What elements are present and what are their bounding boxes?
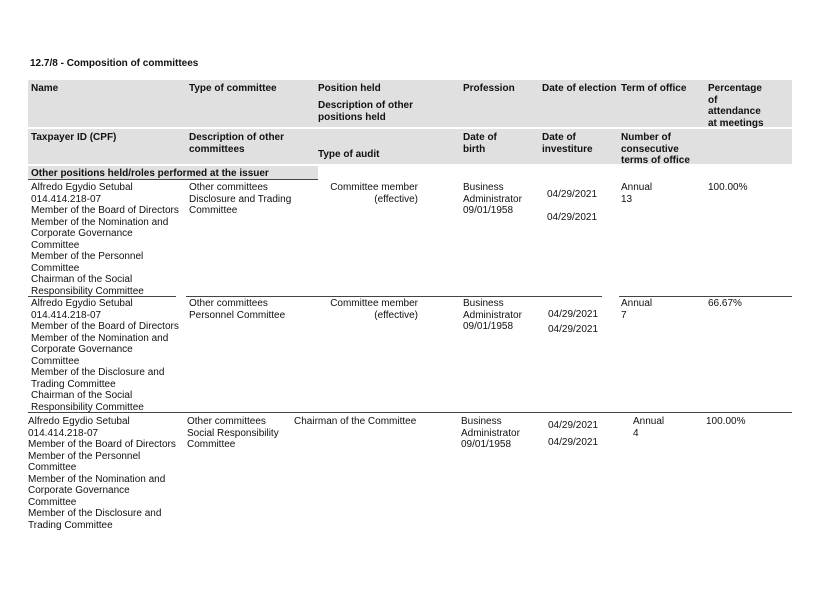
position-line: Committee member bbox=[330, 298, 418, 309]
attendance-value: 100.00% bbox=[708, 182, 748, 193]
committee-type-line: Disclosure and Trading bbox=[189, 193, 292, 205]
member-name: Alfredo Egydio Setubal bbox=[28, 416, 130, 427]
member-cpf: 014.414.218-07 bbox=[28, 427, 99, 439]
member-name: Alfredo Egydio Setubal bbox=[31, 182, 133, 193]
position-cell bbox=[318, 298, 418, 321]
role-line: Chairman of the Social bbox=[31, 274, 133, 285]
header-date-of-birth-line: Date of bbox=[463, 132, 497, 143]
position-line: Committee member bbox=[330, 182, 418, 193]
position-line: Chairman of the Committee bbox=[294, 416, 417, 427]
member-cpf: 014.414.218-07 bbox=[31, 193, 102, 205]
role-line: Committee bbox=[31, 355, 80, 367]
committee-type-line: Committee bbox=[187, 439, 236, 450]
role-line: Member of the Nomination and bbox=[31, 216, 169, 228]
header-description-other-positions: Description of other positions held bbox=[318, 100, 414, 123]
role-line: Trading Committee bbox=[31, 378, 116, 390]
page-title: 12.7/8 - Composition of committees bbox=[30, 58, 199, 69]
header-number-consecutive-terms bbox=[621, 132, 690, 167]
position-line: (effective) bbox=[374, 309, 418, 321]
row-divider bbox=[28, 296, 176, 297]
committee-type-line: Social Responsibility bbox=[187, 427, 279, 439]
role-line: Trading Committee bbox=[28, 519, 113, 531]
role-line: Committee bbox=[28, 462, 77, 473]
role-line: Responsibility Committee bbox=[31, 285, 144, 297]
role-line: Member of the Nomination and bbox=[28, 473, 166, 485]
header-percentage-line: at meetings bbox=[708, 117, 764, 129]
term-line: Annual bbox=[621, 298, 653, 309]
row-divider bbox=[186, 296, 602, 297]
election-date: 04/29/2021 bbox=[548, 309, 599, 320]
role-line: Corporate Governance bbox=[31, 228, 133, 239]
header-date-of-birth-line: birth bbox=[463, 143, 486, 155]
header-date-of-investiture bbox=[542, 132, 593, 155]
committee-type-cell bbox=[189, 182, 291, 217]
position-cell bbox=[318, 182, 418, 205]
profession-cell bbox=[463, 182, 522, 217]
header-other-positions-held: Other positions held/roles performed at the issuer bbox=[31, 168, 269, 179]
header-percentage-attendance bbox=[708, 83, 764, 129]
header-number-consecutive-line: Number of bbox=[621, 132, 671, 143]
role-line: Committee bbox=[31, 262, 80, 274]
term-cell bbox=[633, 416, 664, 439]
profession-line: Administrator bbox=[461, 427, 520, 439]
header-position-held: Position held bbox=[318, 83, 381, 94]
role-line: Member of the Board of Directors bbox=[31, 321, 179, 332]
birth-date: 09/01/1958 bbox=[463, 205, 514, 216]
consecutive-terms: 7 bbox=[621, 309, 627, 321]
header-date-of-investiture-line: investiture bbox=[542, 143, 593, 155]
term-line: Annual bbox=[621, 182, 653, 193]
profession-line: Business bbox=[463, 298, 504, 309]
role-line: Member of the Board of Directors bbox=[28, 439, 176, 450]
member-cpf: 014.414.218-07 bbox=[31, 309, 102, 321]
position-cell bbox=[294, 416, 416, 428]
role-line: Member of the Disclosure and bbox=[31, 367, 165, 378]
row-divider bbox=[619, 296, 792, 297]
profession-line: Administrator bbox=[463, 309, 522, 321]
header-number-consecutive-line: consecutive bbox=[621, 143, 679, 155]
table-row-name-block bbox=[28, 416, 176, 531]
profession-cell bbox=[463, 298, 522, 333]
profession-line: Administrator bbox=[463, 193, 522, 205]
role-line: Member of the Board of Directors bbox=[31, 205, 179, 216]
header-profession: Profession bbox=[463, 83, 515, 94]
role-line: Responsibility Committee bbox=[31, 401, 144, 413]
profession-cell bbox=[461, 416, 520, 451]
header-term-of-office: Term of office bbox=[621, 83, 687, 94]
election-date: 04/29/2021 bbox=[548, 420, 599, 431]
header-date-of-birth bbox=[463, 132, 497, 155]
role-line: Chairman of the Social bbox=[31, 390, 133, 401]
role-line: Member of the Personnel bbox=[28, 450, 141, 462]
investiture-date: 04/29/2021 bbox=[548, 324, 599, 335]
attendance-value: 66.67% bbox=[708, 298, 742, 309]
committee-type-cell bbox=[189, 298, 285, 321]
profession-line: Business bbox=[463, 182, 504, 193]
role-line: Corporate Governance bbox=[28, 485, 130, 496]
header-percentage-line: of bbox=[708, 94, 718, 106]
header-date-of-investiture-line: Date of bbox=[542, 132, 576, 143]
birth-date: 09/01/1958 bbox=[461, 439, 512, 450]
committee-type-cell bbox=[187, 416, 279, 451]
header-taxpayer-id: Taxpayer ID (CPF) bbox=[31, 132, 117, 143]
role-line: Member of the Nomination and bbox=[31, 332, 169, 344]
header-description-other-committees: Description of other committees bbox=[189, 132, 285, 155]
role-line: Member of the Disclosure and bbox=[28, 508, 162, 519]
header-type-of-audit: Type of audit bbox=[318, 149, 380, 160]
committee-type-line: Other committees bbox=[189, 298, 268, 309]
term-cell bbox=[621, 298, 652, 321]
position-line: (effective) bbox=[374, 193, 418, 205]
committee-type-line: Other committees bbox=[187, 416, 266, 427]
investiture-date: 04/29/2021 bbox=[548, 437, 599, 448]
role-line: Corporate Governance bbox=[31, 344, 133, 355]
investiture-date: 04/29/2021 bbox=[547, 212, 598, 223]
birth-date: 09/01/1958 bbox=[463, 321, 514, 332]
consecutive-terms: 4 bbox=[633, 427, 639, 439]
role-line: Committee bbox=[28, 496, 77, 508]
role-line: Member of the Personnel bbox=[31, 251, 144, 262]
header-percentage-line: attendance bbox=[708, 106, 761, 117]
committee-type-line: Other committees bbox=[189, 182, 268, 193]
header-name: Name bbox=[31, 83, 59, 94]
header-number-consecutive-line: terms of office bbox=[621, 155, 690, 166]
member-name: Alfredo Egydio Setubal bbox=[31, 298, 133, 309]
table-row-name-block bbox=[31, 182, 179, 297]
table-row-name-block bbox=[31, 298, 179, 413]
header-type-of-committee: Type of committee bbox=[189, 83, 277, 94]
election-date: 04/29/2021 bbox=[547, 189, 598, 200]
header-percentage-line: Percentage bbox=[708, 83, 762, 94]
committee-type-line: Committee bbox=[189, 205, 238, 216]
row-divider bbox=[28, 412, 792, 413]
consecutive-terms: 13 bbox=[621, 193, 633, 205]
term-cell bbox=[621, 182, 652, 205]
header-date-of-election: Date of election bbox=[542, 83, 617, 94]
term-line: Annual bbox=[633, 416, 665, 427]
committee-type-line: Personnel Committee bbox=[189, 309, 286, 321]
attendance-value: 100.00% bbox=[706, 416, 746, 427]
profession-line: Business bbox=[461, 416, 502, 427]
role-line: Committee bbox=[31, 239, 80, 251]
